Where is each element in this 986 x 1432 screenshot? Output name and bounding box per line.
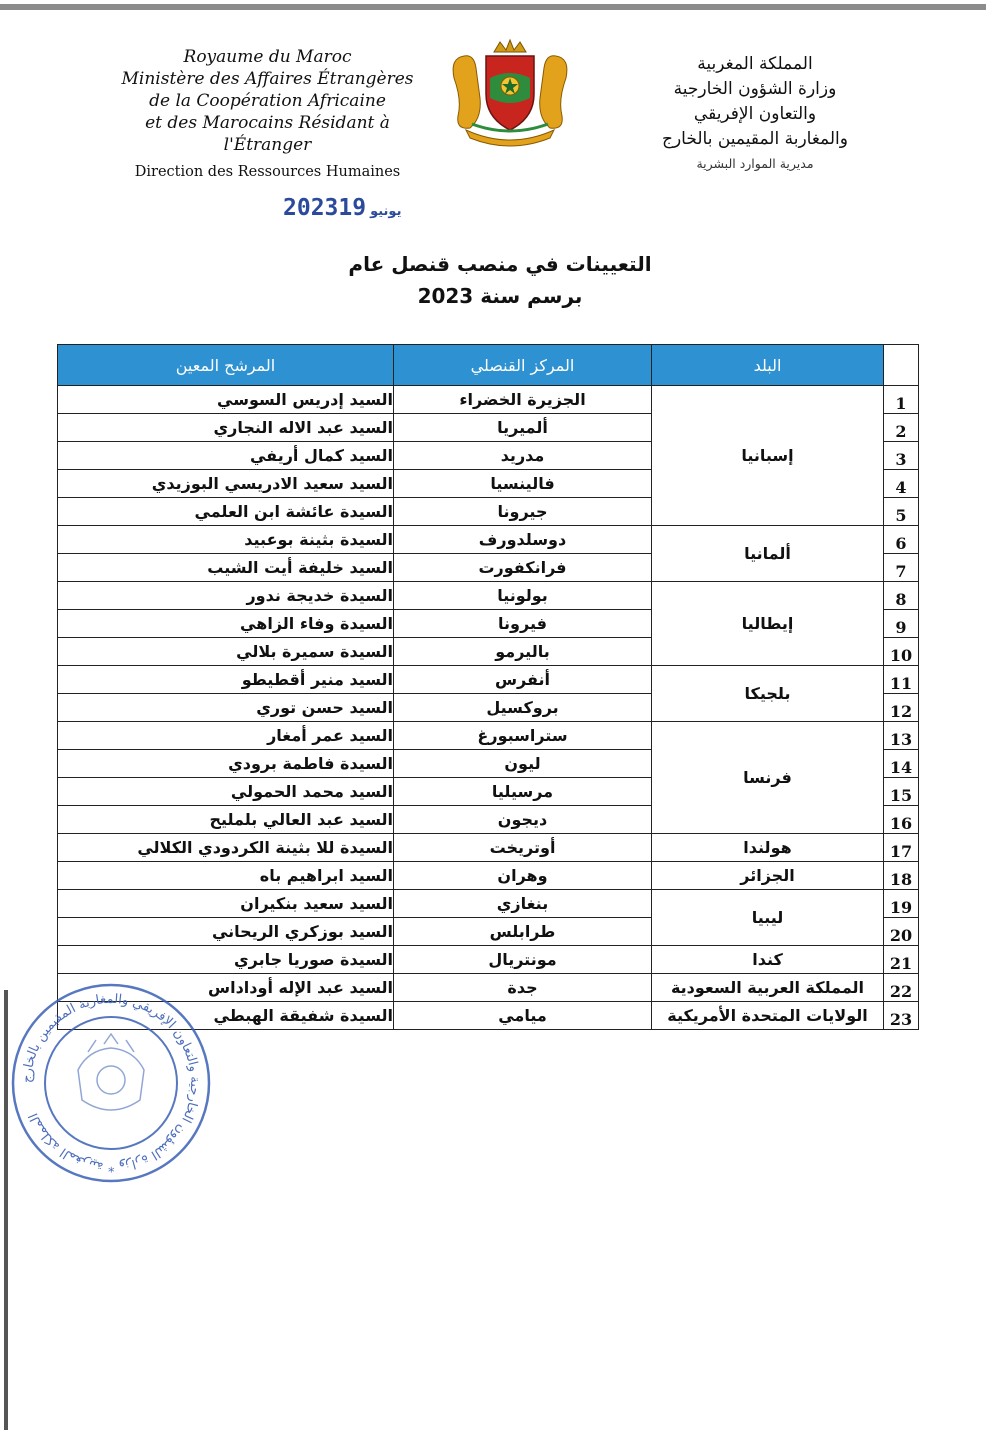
appointee-cell: السيد منير أقطيطو xyxy=(58,666,394,694)
appointee-cell: السيد كمال أريفي xyxy=(58,442,394,470)
table-row xyxy=(58,862,919,890)
appointee-cell: السيد عبد الاله النجاري xyxy=(58,414,394,442)
stamp-ring-text: المملكة المغربية * وزارة الشؤون الخارجية والتعاون الإفريقي والمغاربة المقيمين بالخارج xyxy=(19,991,203,1175)
row-number: 10 xyxy=(884,638,919,666)
row-number: 14 xyxy=(884,750,919,778)
header-person: المرشح المعين xyxy=(58,345,394,386)
row-number: 4 xyxy=(884,470,919,498)
row-number: 19 xyxy=(884,890,919,918)
row-number: 7 xyxy=(884,554,919,582)
row-number: 5 xyxy=(884,498,919,526)
consular-center-cell: بولونيا xyxy=(394,582,652,610)
consular-center-cell: أنفرس xyxy=(394,666,652,694)
date-stamp xyxy=(283,195,405,221)
consular-center-cell: مرسيليا xyxy=(394,778,652,806)
row-number: 12 xyxy=(884,694,919,722)
row-number: 3 xyxy=(884,442,919,470)
svg-text:المملكة المغربية * وزارة الشؤو xyxy=(20,992,202,1174)
table-row xyxy=(58,890,919,918)
row-number: 2 xyxy=(884,414,919,442)
row-number: 21 xyxy=(884,946,919,974)
appointee-cell: السيد ابراهيم باه xyxy=(58,862,394,890)
row-number: 8 xyxy=(884,582,919,610)
consular-center-cell: ستراسبورغ xyxy=(394,722,652,750)
appointee-cell: السيد عبد الإله أوداداس xyxy=(58,974,394,1002)
appointee-cell: السيدة بثينة بوعبيد xyxy=(58,526,394,554)
appointee-cell: السيدة خديجة ندور xyxy=(58,582,394,610)
table-body xyxy=(58,386,919,1030)
table-row xyxy=(58,386,919,414)
row-number: 17 xyxy=(884,834,919,862)
title-line2: برسم سنة 2023 xyxy=(417,284,583,308)
consular-center-cell: جدة xyxy=(394,974,652,1002)
date-day: 19 xyxy=(338,195,367,221)
row-number: 13 xyxy=(884,722,919,750)
header-ar-line4: والمغاربة المقيمين بالخارج xyxy=(662,129,848,149)
header-ar-line2: وزارة الشؤون الخارجية xyxy=(673,79,837,99)
country-cell: المملكة العربية السعودية xyxy=(652,974,884,1002)
row-number: 1 xyxy=(884,386,919,414)
table-row xyxy=(58,834,919,862)
appointee-cell: السيد سعيد بنكيران xyxy=(58,890,394,918)
appointee-cell: السيد عبد العالي بلمليح xyxy=(58,806,394,834)
consular-center-cell: ألميريا xyxy=(394,414,652,442)
header-arabic xyxy=(620,52,890,171)
consular-center-cell: فرانكفورت xyxy=(394,554,652,582)
appointments-table xyxy=(57,344,919,1030)
country-cell: إيطاليا xyxy=(652,582,884,666)
row-number: 23 xyxy=(884,1002,919,1030)
table-row xyxy=(58,946,919,974)
country-cell: هولندا xyxy=(652,834,884,862)
consular-center-cell: بنغازي xyxy=(394,890,652,918)
official-stamp-seal xyxy=(8,980,214,1186)
consular-center-cell: وهران xyxy=(394,862,652,890)
row-number: 22 xyxy=(884,974,919,1002)
country-cell: الولايات المتحدة الأمريكية xyxy=(652,1002,884,1030)
country-cell: الجزائر xyxy=(652,862,884,890)
document-title xyxy=(250,248,750,312)
consular-center-cell: الجزيرة الخضراء xyxy=(394,386,652,414)
appointee-cell: السيد بوزكري الريحاني xyxy=(58,918,394,946)
country-cell: ليبيا xyxy=(652,890,884,946)
appointee-cell: السيدة صوريا جابري xyxy=(58,946,394,974)
table-row xyxy=(58,722,919,750)
header-ar-line3: والتعاون الإفريقي xyxy=(693,104,817,124)
consular-center-cell: باليرمو xyxy=(394,638,652,666)
consular-center-cell: بروكسيل xyxy=(394,694,652,722)
country-cell: بلجيكا xyxy=(652,666,884,722)
appointee-cell: السيد خليفة أيت الشيب xyxy=(58,554,394,582)
appointee-cell: السيدة للا بثينة الكردودي الكلالي xyxy=(58,834,394,862)
header-fr-line4: et des Marocains Résidant à l'Étranger xyxy=(145,113,390,155)
consular-center-cell: ديجون xyxy=(394,806,652,834)
appointee-cell: السيدة فاطمة برودي xyxy=(58,750,394,778)
header-center: المركز القنصلي xyxy=(394,345,652,386)
header-country: البلد xyxy=(652,345,884,386)
country-cell: ألمانيا xyxy=(652,526,884,582)
row-number: 20 xyxy=(884,918,919,946)
row-number: 15 xyxy=(884,778,919,806)
consular-center-cell: ميامي xyxy=(394,1002,652,1030)
coat-of-arms-emblem xyxy=(446,38,574,148)
header-french xyxy=(110,46,425,180)
appointee-cell: السيدة عائشة ابن العلمي xyxy=(58,498,394,526)
header-fr-line1: Royaume du Maroc xyxy=(183,47,352,67)
consular-center-cell: مدريد xyxy=(394,442,652,470)
consular-center-cell: دوسلدورف xyxy=(394,526,652,554)
header-ar-direction: مديرية الموارد البشرية xyxy=(696,156,814,171)
country-cell: إسبانيا xyxy=(652,386,884,526)
appointee-cell: السيد حسن توري xyxy=(58,694,394,722)
header-fr-line3: de la Coopération Africaine xyxy=(149,91,386,111)
appointee-cell: السيد إدريس السوسي xyxy=(58,386,394,414)
consular-center-cell: فيرونا xyxy=(394,610,652,638)
title-line1: التعيينات في منصب قنصل عام xyxy=(348,252,652,276)
appointee-cell: السيدة سميرة بلالي xyxy=(58,638,394,666)
consular-center-cell: فالينسيا xyxy=(394,470,652,498)
page-top-border xyxy=(0,4,986,10)
date-year: 2023 xyxy=(283,195,339,221)
table-row xyxy=(58,526,919,554)
row-number: 9 xyxy=(884,610,919,638)
appointee-cell: السيد سعيد الادريسي البوزيدي xyxy=(58,470,394,498)
header-number xyxy=(884,345,919,386)
table-header-row xyxy=(58,345,919,386)
consular-center-cell: جيرونا xyxy=(394,498,652,526)
appointee-cell: السيد محمد الحمولي xyxy=(58,778,394,806)
appointee-cell: السيدة وفاء الزاهي xyxy=(58,610,394,638)
country-cell: كندا xyxy=(652,946,884,974)
header-ar-line1: المملكة المغربية xyxy=(697,54,813,74)
row-number: 18 xyxy=(884,862,919,890)
appointee-cell: السيدة شفيقة الهبطي xyxy=(58,1002,394,1030)
consular-center-cell: مونتريال xyxy=(394,946,652,974)
date-month: يونيو xyxy=(370,204,402,219)
row-number: 11 xyxy=(884,666,919,694)
table-row xyxy=(58,666,919,694)
row-number: 16 xyxy=(884,806,919,834)
consular-center-cell: ليون xyxy=(394,750,652,778)
header-fr-direction: Direction des Ressources Humaines xyxy=(134,164,401,180)
table-row xyxy=(58,582,919,610)
consular-center-cell: أوتريخت xyxy=(394,834,652,862)
header-fr-line2: Ministère des Affaires Étrangères xyxy=(121,69,414,89)
row-number: 6 xyxy=(884,526,919,554)
consular-center-cell: طرابلس xyxy=(394,918,652,946)
country-cell: فرنسا xyxy=(652,722,884,834)
appointee-cell: السيد عمر أمغار xyxy=(58,722,394,750)
